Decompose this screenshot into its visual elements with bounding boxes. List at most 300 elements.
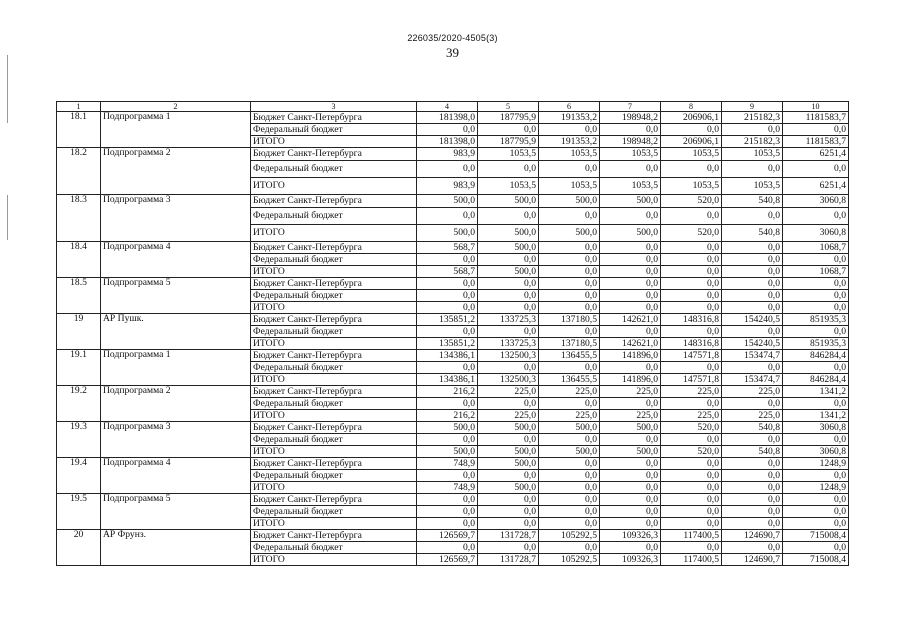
value-cell: 131728,7 [478,530,539,542]
value-cell: 0,0 [417,254,478,266]
value-cell: 0,0 [783,326,849,338]
value-cell: 109326,3 [600,554,661,566]
funding-source: ИТОГО [251,374,417,386]
value-cell: 0,0 [600,362,661,374]
value-cell: 500,0 [478,482,539,494]
value-cell: 6251,4 [783,178,849,195]
value-cell: 0,0 [600,518,661,530]
funding-source: Бюджет Санкт-Петербурга [251,112,417,124]
value-cell: 0,0 [661,326,722,338]
column-header-row [57,102,849,112]
funding-source: Федеральный бюджет [251,290,417,302]
value-cell: 500,0 [478,242,539,254]
funding-source: ИТОГО [251,410,417,422]
value-cell: 1053,5 [539,178,600,195]
value-cell: 0,0 [783,124,849,136]
value-cell: 500,0 [417,446,478,458]
value-cell: 3060,8 [783,446,849,458]
value-cell: 0,0 [539,482,600,494]
value-cell: 851935,3 [783,338,849,350]
value-cell: 0,0 [783,362,849,374]
row-code: 19.1 [57,350,101,386]
value-cell: 225,0 [661,410,722,422]
value-cell: 983,9 [417,178,478,195]
value-cell: 500,0 [600,225,661,242]
value-cell: 0,0 [661,494,722,506]
value-cell: 0,0 [722,302,783,314]
value-cell: 851935,3 [783,314,849,326]
value-cell: 132500,3 [478,374,539,386]
value-cell: 181398,0 [417,112,478,124]
value-cell: 0,0 [722,278,783,290]
value-cell: 500,0 [417,195,478,208]
funding-source: Бюджет Санкт-Петербурга [251,422,417,434]
value-cell: 0,0 [661,470,722,482]
table-row [57,195,849,208]
value-cell: 540,8 [722,225,783,242]
funding-source: ИТОГО [251,554,417,566]
value-cell: 148316,8 [661,314,722,326]
funding-source: Федеральный бюджет [251,254,417,266]
value-cell: 153474,7 [722,350,783,362]
value-cell: 0,0 [600,434,661,446]
value-cell: 0,0 [478,208,539,225]
funding-source: Бюджет Санкт-Петербурга [251,458,417,470]
value-cell: 0,0 [539,542,600,554]
value-cell: 0,0 [539,302,600,314]
value-cell: 3060,8 [783,195,849,208]
value-cell: 117400,5 [661,530,722,542]
value-cell: 500,0 [478,446,539,458]
row-name: Подпрограмма 4 [101,242,251,278]
value-cell: 0,0 [722,518,783,530]
value-cell: 0,0 [661,290,722,302]
value-cell: 0,0 [417,302,478,314]
row-name: АР Фрунз. [101,530,251,566]
value-cell: 0,0 [722,254,783,266]
value-cell: 0,0 [722,506,783,518]
value-cell: 846284,4 [783,374,849,386]
value-cell: 1053,5 [661,178,722,195]
value-cell: 500,0 [539,225,600,242]
row-name: Подпрограмма 2 [101,386,251,422]
funding-source: Федеральный бюджет [251,326,417,338]
value-cell: 0,0 [478,161,539,178]
table-row [57,386,849,398]
column-header: 10 [783,102,849,112]
value-cell: 225,0 [722,410,783,422]
row-code: 19.3 [57,422,101,458]
value-cell: 500,0 [478,266,539,278]
table-row [57,278,849,290]
value-cell: 147571,8 [661,350,722,362]
funding-source: ИТОГО [251,266,417,278]
value-cell: 181398,0 [417,136,478,148]
value-cell: 136455,5 [539,374,600,386]
value-cell: 3060,8 [783,225,849,242]
funding-source: ИТОГО [251,178,417,195]
value-cell: 0,0 [783,470,849,482]
value-cell: 520,0 [661,422,722,434]
value-cell: 500,0 [478,458,539,470]
row-code: 19.5 [57,494,101,530]
value-cell: 540,8 [722,195,783,208]
value-cell: 136455,5 [539,350,600,362]
value-cell: 0,0 [478,302,539,314]
value-cell: 225,0 [722,386,783,398]
row-name: Подпрограмма 2 [101,148,251,195]
value-cell: 225,0 [539,386,600,398]
funding-source: Бюджет Санкт-Петербурга [251,278,417,290]
table-body [57,102,849,566]
value-cell: 0,0 [661,458,722,470]
value-cell: 0,0 [600,302,661,314]
value-cell: 500,0 [417,225,478,242]
value-cell: 0,0 [722,434,783,446]
value-cell: 0,0 [661,254,722,266]
value-cell: 0,0 [600,278,661,290]
table-row [57,422,849,434]
row-code: 18.5 [57,278,101,314]
value-cell: 0,0 [417,494,478,506]
row-code: 18.1 [57,112,101,148]
value-cell: 0,0 [417,398,478,410]
column-header: 4 [417,102,478,112]
value-cell: 0,0 [600,266,661,278]
value-cell: 187795,9 [478,112,539,124]
value-cell: 0,0 [661,482,722,494]
value-cell: 0,0 [417,326,478,338]
value-cell: 0,0 [478,518,539,530]
value-cell: 225,0 [478,410,539,422]
value-cell: 540,8 [722,422,783,434]
column-header: 3 [251,102,417,112]
document-number: 226035/2020-4505(3) [407,33,498,43]
value-cell: 187795,9 [478,136,539,148]
value-cell: 0,0 [539,458,600,470]
value-cell: 0,0 [478,290,539,302]
value-cell: 0,0 [600,242,661,254]
value-cell: 215182,3 [722,136,783,148]
value-cell: 141896,0 [600,350,661,362]
value-cell: 105292,5 [539,530,600,542]
value-cell: 0,0 [722,542,783,554]
value-cell: 225,0 [600,386,661,398]
funding-source: ИТОГО [251,446,417,458]
row-code: 18.2 [57,148,101,195]
value-cell: 154240,5 [722,338,783,350]
value-cell: 0,0 [417,362,478,374]
value-cell: 0,0 [539,434,600,446]
value-cell: 0,0 [600,470,661,482]
value-cell: 0,0 [600,542,661,554]
value-cell: 0,0 [417,124,478,136]
value-cell: 715008,4 [783,530,849,542]
funding-source: ИТОГО [251,225,417,242]
value-cell: 1053,5 [722,178,783,195]
value-cell: 1248,9 [783,482,849,494]
value-cell: 0,0 [539,326,600,338]
value-cell: 135851,2 [417,314,478,326]
value-cell: 0,0 [783,494,849,506]
value-cell: 0,0 [722,161,783,178]
column-header: 1 [57,102,101,112]
value-cell: 0,0 [539,242,600,254]
value-cell: 0,0 [417,518,478,530]
value-cell: 0,0 [661,518,722,530]
table-row [57,314,849,326]
value-cell: 0,0 [722,362,783,374]
value-cell: 105292,5 [539,554,600,566]
row-code: 18.4 [57,242,101,278]
page-number: 39 [446,45,459,60]
funding-source: ИТОГО [251,518,417,530]
value-cell: 0,0 [478,124,539,136]
funding-source: Бюджет Санкт-Петербурга [251,530,417,542]
value-cell: 0,0 [478,506,539,518]
funding-source: Бюджет Санкт-Петербурга [251,386,417,398]
value-cell: 131728,7 [478,554,539,566]
value-cell: 0,0 [600,161,661,178]
value-cell: 0,0 [600,482,661,494]
budget-table [56,101,849,566]
row-name: Подпрограмма 4 [101,458,251,494]
value-cell: 0,0 [539,518,600,530]
value-cell: 216,2 [417,386,478,398]
value-cell: 0,0 [539,266,600,278]
value-cell: 0,0 [417,208,478,225]
funding-source: Федеральный бюджет [251,124,417,136]
value-cell: 846284,4 [783,350,849,362]
value-cell: 0,0 [539,208,600,225]
funding-source: Федеральный бюджет [251,208,417,225]
value-cell: 117400,5 [661,554,722,566]
value-cell: 1053,5 [661,148,722,161]
value-cell: 1068,7 [783,242,849,254]
value-cell: 748,9 [417,458,478,470]
value-cell: 0,0 [661,506,722,518]
value-cell: 0,0 [417,506,478,518]
value-cell: 0,0 [783,506,849,518]
table-row [57,148,849,161]
value-cell: 137180,5 [539,338,600,350]
value-cell: 0,0 [722,124,783,136]
funding-source: ИТОГО [251,338,417,350]
funding-source: ИТОГО [251,302,417,314]
value-cell: 3060,8 [783,422,849,434]
value-cell: 198948,2 [600,136,661,148]
value-cell: 0,0 [661,124,722,136]
value-cell: 500,0 [478,225,539,242]
value-cell: 0,0 [661,434,722,446]
value-cell: 0,0 [722,326,783,338]
value-cell: 137180,5 [539,314,600,326]
value-cell: 0,0 [600,326,661,338]
column-header: 7 [600,102,661,112]
value-cell: 124690,7 [722,554,783,566]
value-cell: 0,0 [661,302,722,314]
value-cell: 148316,8 [661,338,722,350]
value-cell: 500,0 [417,422,478,434]
value-cell: 0,0 [539,494,600,506]
value-cell: 0,0 [661,208,722,225]
value-cell: 0,0 [661,362,722,374]
value-cell: 1053,5 [600,148,661,161]
value-cell: 198948,2 [600,112,661,124]
table-row [57,530,849,542]
value-cell: 0,0 [539,124,600,136]
funding-source: Федеральный бюджет [251,506,417,518]
value-cell: 206906,1 [661,136,722,148]
value-cell: 500,0 [600,195,661,208]
value-cell: 715008,4 [783,554,849,566]
value-cell: 142621,0 [600,314,661,326]
value-cell: 0,0 [722,242,783,254]
value-cell: 0,0 [661,266,722,278]
value-cell: 134386,1 [417,374,478,386]
row-code: 18.3 [57,195,101,242]
value-cell: 147571,8 [661,374,722,386]
value-cell: 1341,2 [783,410,849,422]
value-cell: 0,0 [478,254,539,266]
funding-source: Бюджет Санкт-Петербурга [251,314,417,326]
value-cell: 0,0 [661,242,722,254]
value-cell: 0,0 [783,434,849,446]
value-cell: 1053,5 [722,148,783,161]
table-row [57,112,849,124]
value-cell: 0,0 [783,208,849,225]
value-cell: 0,0 [783,518,849,530]
value-cell: 520,0 [661,195,722,208]
value-cell: 1181583,7 [783,112,849,124]
table-row [57,458,849,470]
value-cell: 133725,3 [478,314,539,326]
value-cell: 0,0 [539,362,600,374]
value-cell: 135851,2 [417,338,478,350]
value-cell: 0,0 [539,278,600,290]
value-cell: 0,0 [539,290,600,302]
row-code: 19 [57,314,101,350]
row-name: Подпрограмма 1 [101,350,251,386]
funding-source: Федеральный бюджет [251,362,417,374]
value-cell: 1053,5 [600,178,661,195]
value-cell: 500,0 [600,422,661,434]
value-cell: 0,0 [478,326,539,338]
value-cell: 133725,3 [478,338,539,350]
value-cell: 0,0 [417,161,478,178]
funding-source: Бюджет Санкт-Петербурга [251,494,417,506]
value-cell: 0,0 [539,398,600,410]
column-header: 2 [101,102,251,112]
row-code: 19.4 [57,458,101,494]
value-cell: 0,0 [600,506,661,518]
column-header: 5 [478,102,539,112]
row-name: Подпрограмма 3 [101,422,251,458]
row-name: АР Пушк. [101,314,251,350]
funding-source: Федеральный бюджет [251,161,417,178]
table-row [57,350,849,362]
value-cell: 126569,7 [417,530,478,542]
row-name: Подпрограмма 3 [101,195,251,242]
value-cell: 0,0 [722,208,783,225]
value-cell: 0,0 [661,278,722,290]
funding-source: Федеральный бюджет [251,398,417,410]
value-cell: 0,0 [417,470,478,482]
value-cell: 225,0 [539,410,600,422]
value-cell: 568,7 [417,242,478,254]
value-cell: 500,0 [539,446,600,458]
value-cell: 225,0 [661,386,722,398]
value-cell: 1053,5 [478,178,539,195]
value-cell: 0,0 [417,434,478,446]
value-cell: 0,0 [600,208,661,225]
value-cell: 6251,4 [783,148,849,161]
value-cell: 141896,0 [600,374,661,386]
value-cell: 0,0 [478,542,539,554]
value-cell: 0,0 [600,494,661,506]
value-cell: 0,0 [783,290,849,302]
value-cell: 1053,5 [478,148,539,161]
value-cell: 1181583,7 [783,136,849,148]
value-cell: 500,0 [539,195,600,208]
value-cell: 154240,5 [722,314,783,326]
value-cell: 0,0 [417,278,478,290]
value-cell: 0,0 [722,266,783,278]
row-code: 20 [57,530,101,566]
value-cell: 983,9 [417,148,478,161]
value-cell: 0,0 [661,161,722,178]
value-cell: 215182,3 [722,112,783,124]
value-cell: 206906,1 [661,112,722,124]
value-cell: 0,0 [722,458,783,470]
value-cell: 0,0 [478,278,539,290]
value-cell: 520,0 [661,446,722,458]
value-cell: 0,0 [661,542,722,554]
value-cell: 0,0 [722,494,783,506]
value-cell: 0,0 [478,362,539,374]
value-cell: 0,0 [539,506,600,518]
value-cell: 216,2 [417,410,478,422]
funding-source: Федеральный бюджет [251,434,417,446]
table-row [57,242,849,254]
value-cell: 0,0 [478,434,539,446]
value-cell: 153474,7 [722,374,783,386]
funding-source: Федеральный бюджет [251,470,417,482]
value-cell: 0,0 [600,124,661,136]
value-cell: 500,0 [478,422,539,434]
value-cell: 191353,2 [539,136,600,148]
value-cell: 0,0 [417,290,478,302]
funding-source: ИТОГО [251,136,417,148]
value-cell: 0,0 [783,542,849,554]
value-cell: 0,0 [783,302,849,314]
value-cell: 0,0 [722,398,783,410]
value-cell: 748,9 [417,482,478,494]
column-header: 8 [661,102,722,112]
scan-margin-mark [7,55,8,123]
funding-source: Бюджет Санкт-Петербурга [251,148,417,161]
value-cell: 0,0 [478,398,539,410]
value-cell: 0,0 [539,470,600,482]
value-cell: 0,0 [478,494,539,506]
funding-source: Бюджет Санкт-Петербурга [251,242,417,254]
value-cell: 0,0 [539,254,600,266]
column-header: 6 [539,102,600,112]
value-cell: 520,0 [661,225,722,242]
value-cell: 1068,7 [783,266,849,278]
value-cell: 0,0 [600,290,661,302]
value-cell: 500,0 [600,446,661,458]
